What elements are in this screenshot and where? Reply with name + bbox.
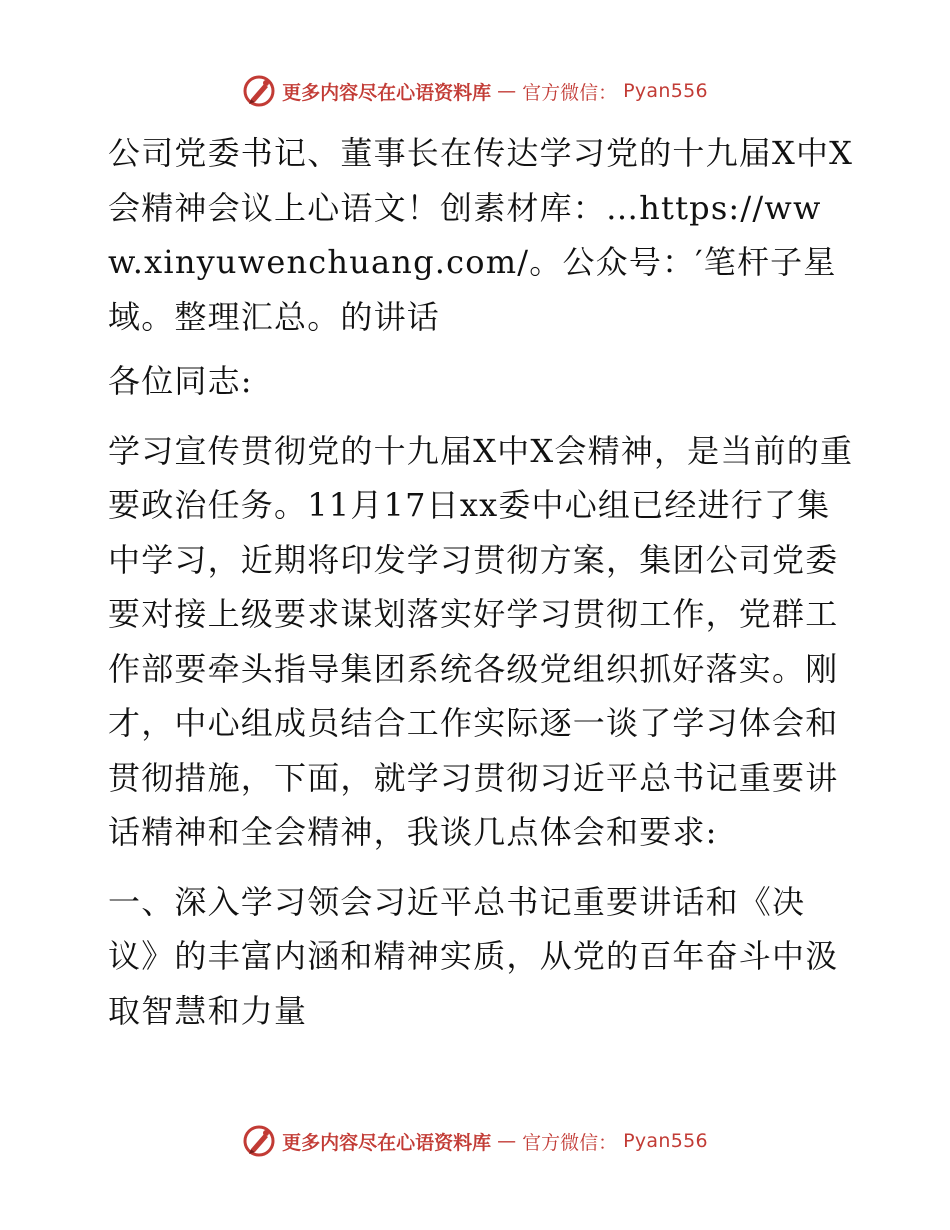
banner-wechat-id: Pyan556 — [623, 80, 708, 102]
paragraph: 学习宣传贯彻党的十九届X中X会精神，是当前的重要政治任务。11月17日xx委中心组已经进行了集中学习，近期将印发学习贯彻方案，集团公司党委要对接上级要求谋划落实好学习贯彻工作，党群工作部要牵头指导集团系统各级党组织抓好落实。刚才，中心组成员结合工作实际逐一谈了学习体会和贯彻措施，下面，就学习贯彻习近平总书记重要讲话精神和全会精神，我谈几点体会和要求: — [108, 431, 854, 851]
document-title: 公司党委书记、董事长在传达学习党的十九届X中X会精神会议上心语文！创素材库：…https://www.xinyuwenchuang.com/。公众号：′笔杆子星域。整理汇总。的讲话 — [108, 134, 854, 336]
banner-brand-text: 更多内容尽在心语资料库 — [282, 1131, 492, 1154]
pen-logo-icon — [242, 74, 276, 108]
banner-brand-text: 更多内容尽在心语资料库 — [282, 81, 492, 104]
banner-wechat-id: Pyan556 — [623, 1130, 708, 1152]
banner-separator: — — [497, 80, 517, 102]
footer-banner — [0, 1124, 950, 1158]
section-heading: 一、深入学习领会习近平总书记重要讲话和《决议》的丰富内涵和精神实质，从党的百年奋斗中汲取智慧和力量 — [108, 882, 839, 1030]
greeting: 各位同志: — [108, 362, 253, 400]
pen-logo-icon — [242, 1124, 276, 1158]
banner-wechat-label: 官方微信： — [522, 1131, 618, 1154]
banner-wechat-label: 官方微信： — [522, 81, 618, 104]
header-banner — [0, 74, 950, 108]
banner-separator: — — [497, 1130, 517, 1152]
document-body — [98, 126, 854, 1038]
